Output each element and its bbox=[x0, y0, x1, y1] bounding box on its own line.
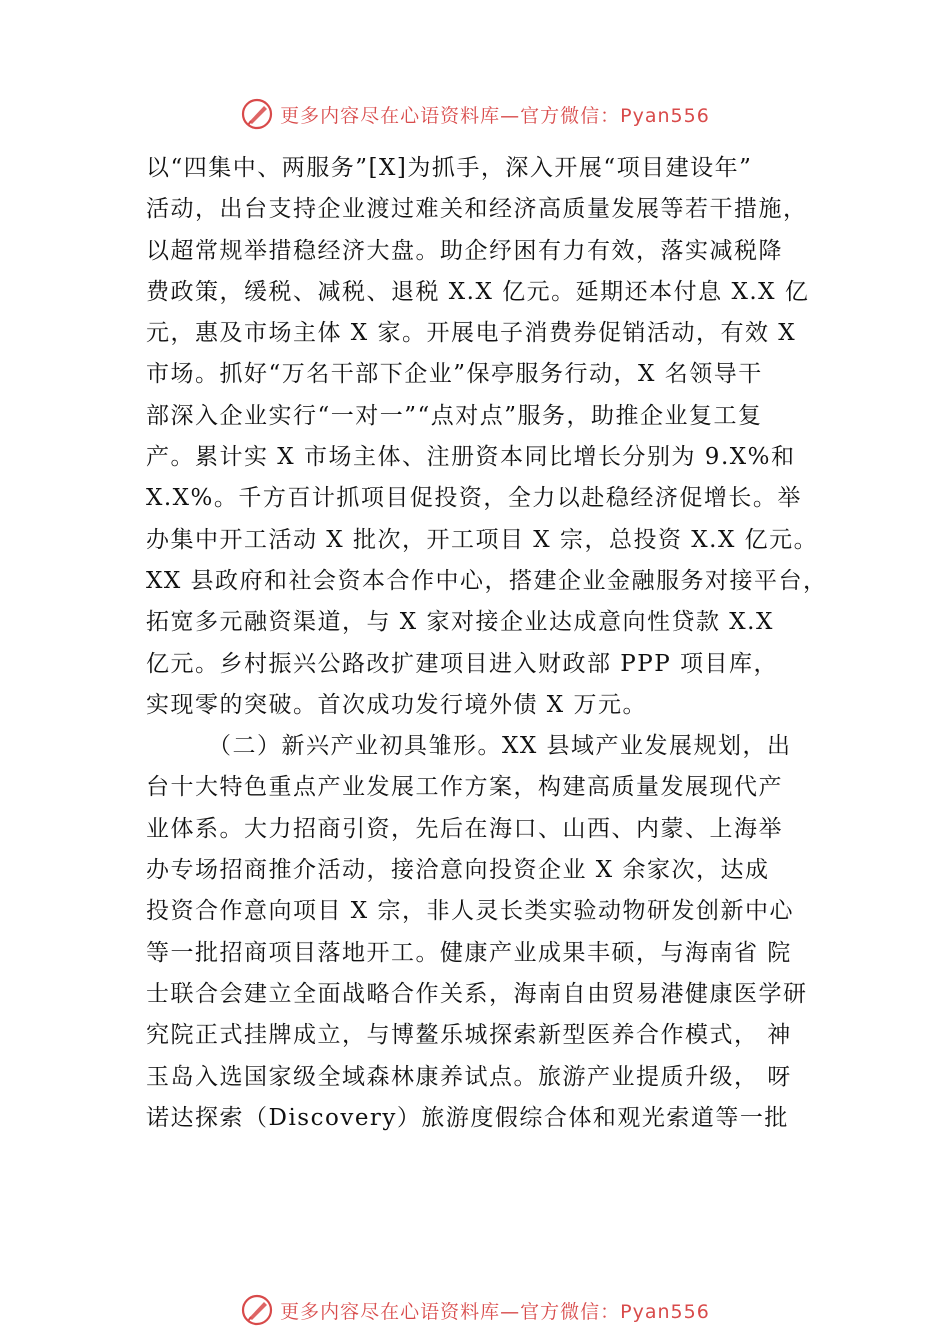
body-line: 实现零的突破。首次成功发行境外债 X 万元。 bbox=[146, 691, 647, 718]
header-banner-text: 更多内容尽在心语资料库—官方微信：Pyan556 bbox=[280, 104, 710, 127]
body-line: 产。累计实 X 市场主体、注册资本同比增长分别为 9.X%和 bbox=[146, 444, 796, 471]
body-line: 亿元。乡村振兴公路改扩建项目进入财政部 PPP 项目库， bbox=[146, 650, 779, 677]
body-line: 投资合作意向项目 X 宗，非人灵长类实验动物研发创新中心 bbox=[146, 898, 794, 925]
body-line: 部深入企业实行“一对一”“点对点”服务，助推企业复工复 bbox=[146, 402, 763, 429]
body-line: 等一批招商项目落地开工。健康产业成果丰硕，与海南省 院 bbox=[146, 939, 792, 966]
body-line: 元，惠及市场主体 X 家。开展电子消费券促销活动，有效 X bbox=[146, 320, 797, 347]
body-line: 台十大特色重点产业发展工作方案，构建高质量发展现代产 bbox=[146, 774, 783, 801]
body-line: XX 县政府和社会资本合作中心，搭建企业金融服务对接平台， bbox=[146, 567, 828, 594]
section-heading-line: （二）新兴产业初具雏形。XX 县域产业发展规划，出 bbox=[208, 733, 792, 760]
body-line: 以超常规举措稳经济大盘。助企纾困有力有效，落实减税降 bbox=[146, 237, 783, 264]
body-line: 活动，出台支持企业渡过难关和经济高质量发展等若干措施， bbox=[146, 196, 808, 223]
body-line: 诺达探索（Discovery）旅游度假综合体和观光索道等一批 bbox=[146, 1104, 789, 1131]
footer-banner bbox=[0, 1288, 950, 1332]
document-body bbox=[146, 148, 836, 1139]
quill-logo-icon bbox=[240, 1293, 274, 1327]
body-line: 玉岛入选国家级全域森林康养试点。旅游产业提质升级， 呀 bbox=[146, 1063, 792, 1090]
body-line: 市场。抓好“万名干部下企业”保亭服务行动，X 名领导干 bbox=[146, 361, 763, 388]
footer-banner-text: 更多内容尽在心语资料库—官方微信：Pyan556 bbox=[280, 1300, 710, 1323]
body-line: X.X%。千方百计抓项目促投资，全力以赴稳经济促增长。举 bbox=[146, 485, 802, 512]
body-line: 拓宽多元融资渠道，与 X 家对接企业达成意向性贷款 X.X bbox=[146, 609, 774, 636]
header-banner bbox=[0, 92, 950, 136]
body-line: 士联合会建立全面战略合作关系，海南自由贸易港健康医学研 bbox=[146, 980, 808, 1007]
body-line: 业体系。大力招商引资，先后在海口、山西、内蒙、上海举 bbox=[146, 815, 783, 842]
body-line: 费政策，缓税、减税、退税 X.X 亿元。延期还本付息 X.X 亿 bbox=[146, 278, 810, 305]
body-line: 以“四集中、两服务”[X]为抓手，深入开展“项目建设年” bbox=[146, 155, 753, 181]
quill-logo-icon bbox=[240, 97, 274, 131]
body-line: 办集中开工活动 X 批次，开工项目 X 宗，总投资 X.X 亿元。 bbox=[146, 526, 819, 553]
body-line: 办专场招商推介活动，接洽意向投资企业 X 余家次，达成 bbox=[146, 857, 770, 884]
body-line: 究院正式挂牌成立，与博鳌乐城探索新型医养合作模式， 神 bbox=[146, 1022, 792, 1049]
